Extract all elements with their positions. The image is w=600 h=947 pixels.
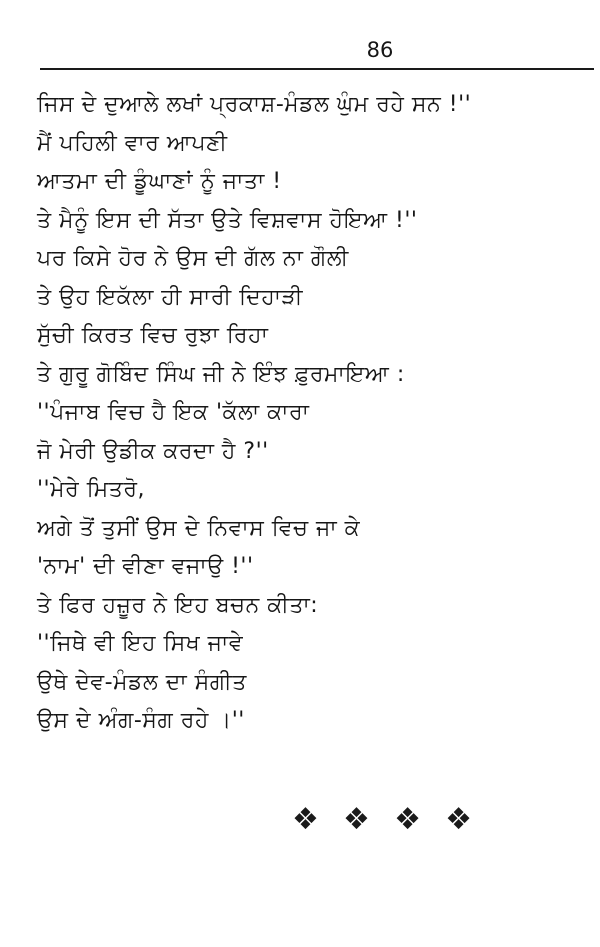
poem-line: ਆਤਮਾ ਦੀ ਡੂੰਘਾਣਾਂ ਨੂੰ ਜਾਤਾ ! bbox=[37, 169, 282, 194]
poem-line: ਤੇ ਫਿਰ ਹਜ਼ੂਰ ਨੇ ਇਹ ਬਚਨ ਕੀਤਾ: bbox=[37, 592, 319, 618]
poem-line: ਤੇ ਉਹ ਇਕੱਲਾ ਹੀ ਸਾਰੀ ਦਿਹਾੜੀ bbox=[37, 284, 304, 310]
header-rule bbox=[40, 68, 594, 70]
poem-line: ''ਜਿਥੇ ਵੀ ਇਹ ਸਿਖ ਜਾਵੇ bbox=[37, 631, 244, 656]
page-number: 86 bbox=[366, 38, 394, 62]
poem-line: ਸੁੱਚੀ ਕਿਰਤ ਵਿਚ ਰੁਝਾ ਰਿਹਾ bbox=[37, 323, 269, 348]
poem-line: 'ਨਾਮ' ਦੀ ਵੀਣਾ ਵਜਾਉ !'' bbox=[37, 554, 254, 579]
diamond-ornament-icon: ❖ bbox=[445, 802, 472, 837]
poem-line: ਜਿਸ ਦੇ ਦੁਆਲੇ ਲਖਾਂ ਪ੍ਰਕਾਸ਼-ਮੰਡਲ ਘੁੰਮ ਰਹੇ ਸਨ !'' bbox=[37, 92, 472, 117]
poem-line: ਤੇ ਮੈਨੂੰ ਇਸ ਦੀ ਸੱਤਾ ਉਤੇ ਵਿਸ਼ਵਾਸ ਹੋਇਆ !'' bbox=[37, 207, 418, 233]
poem-line: ਮੈਂ ਪਹਿਲੀ ਵਾਰ ਆਪਣੀ bbox=[37, 130, 228, 156]
poem-line: ਜੋ ਮੇਰੀ ਉਡੀਕ ਕਰਦਾ ਹੈ ?'' bbox=[37, 438, 269, 464]
poem-line: ਤੇ ਗੁਰੂ ਗੋਬਿੰਦ ਸਿੰਘ ਜੀ ਨੇ ਇੰਝ ਫ਼ੁਰਮਾਇਆ : bbox=[37, 361, 405, 387]
section-end-ornament bbox=[292, 803, 472, 837]
diamond-ornament-icon: ❖ bbox=[343, 802, 370, 837]
poem-line: ''ਪੰਜਾਬ ਵਿਚ ਹੈ ਇਕ 'ਕੱਲਾ ਕਾਰਾ bbox=[37, 400, 310, 425]
poem-line: ਪਰ ਕਿਸੇ ਹੋਰ ਨੇ ਉਸ ਦੀ ਗੱਲ ਨਾ ਗੌਲੀ bbox=[37, 246, 349, 271]
poem-body bbox=[37, 86, 593, 741]
diamond-ornament-icon: ❖ bbox=[394, 802, 421, 837]
poem-line: ਉਸ ਦੇ ਅੰਗ-ਸੰਗ ਰਹੇ ।'' bbox=[37, 708, 245, 733]
poem-line: ਉਥੇ ਦੇਵ-ਮੰਡਲ ਦਾ ਸੰਗੀਤ bbox=[37, 669, 247, 695]
diamond-ornament-icon: ❖ bbox=[292, 802, 319, 837]
poem-line: ''ਮੇਰੇ ਮਿਤਰੋ, bbox=[37, 477, 145, 502]
poem-line: ਅਗੇ ਤੋਂ ਤੁਸੀਂ ਉਸ ਦੇ ਨਿਵਾਸ ਵਿਚ ਜਾ ਕੇ bbox=[37, 515, 361, 541]
